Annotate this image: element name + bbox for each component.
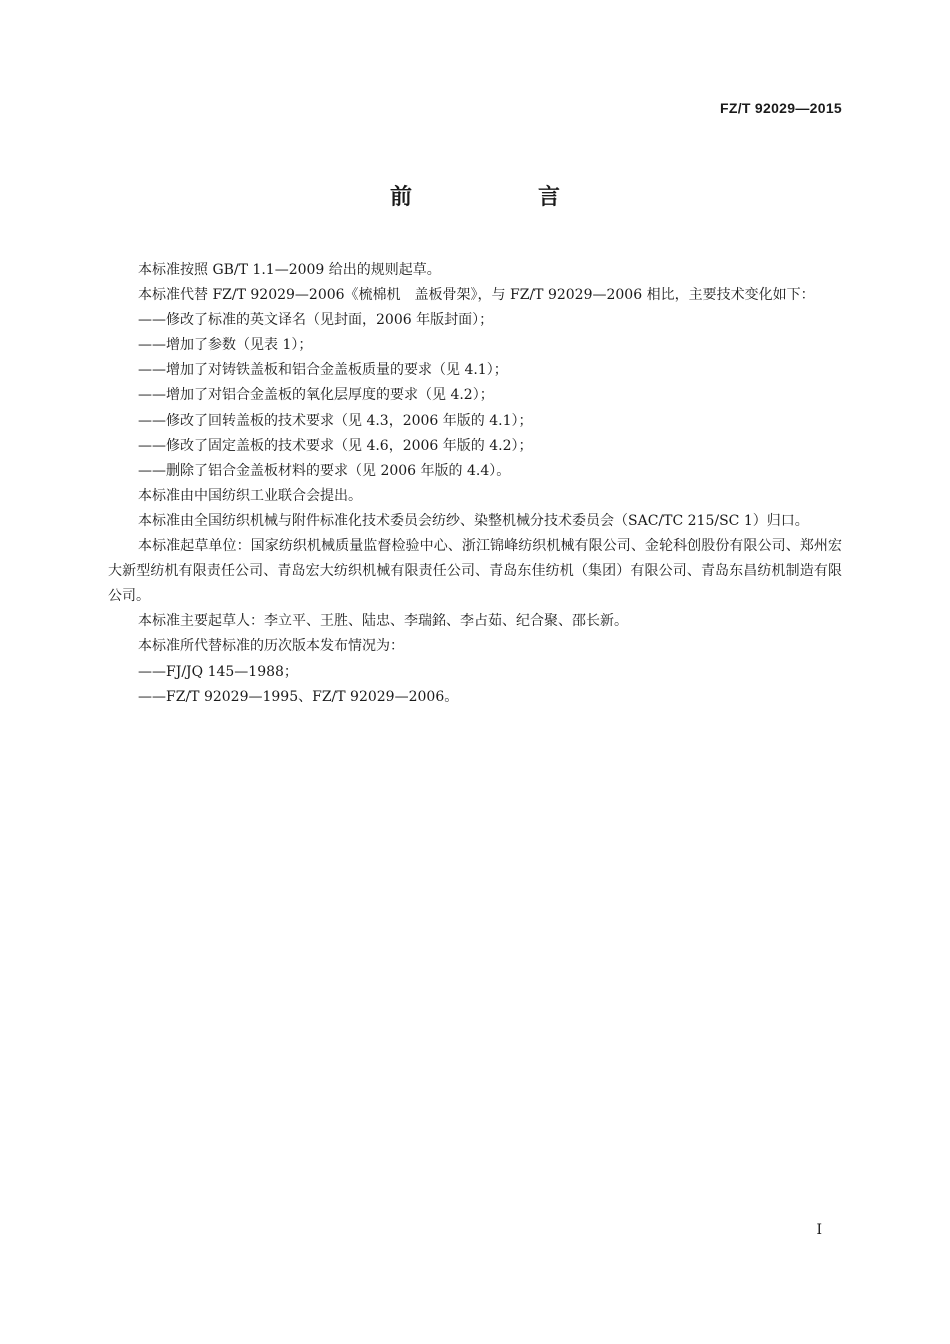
paragraph-replacement: 本标准代替 FZ/T 92029—2006《梳棉机 盖板骨架》，与 FZ/T 92029—2006 相比，主要技术变化如下：: [138, 287, 815, 304]
history-item: ——FJ/JQ 145—1988；: [138, 663, 298, 680]
change-item: ——删除了铝合金盖板材料的要求（见 2006 年版的 4.4）。: [138, 462, 511, 479]
change-item: ——修改了回转盖板的技术要求（见 4.3，2006 年版的 4.1）；: [138, 412, 533, 429]
history-item: ——FZ/T 92029—1995、FZ/T 92029—2006。: [138, 688, 459, 705]
change-item: ——修改了标准的英文译名（见封面，2006 年版封面）；: [138, 312, 494, 329]
change-item: ——增加了对铝合金盖板的氧化层厚度的要求（见 4.2）；: [138, 387, 494, 404]
page-number: I: [816, 1222, 822, 1238]
change-item: ——修改了固定盖板的技术要求（见 4.6，2006 年版的 4.2）；: [138, 437, 533, 454]
paragraph-committee: 本标准由全国纺织机械与附件标准化技术委员会纺纱、染整机械分技术委员会（SAC/TC 215/SC 1）归口。: [138, 512, 809, 529]
paragraph-drafting-rules: 本标准按照 GB/T 1.1—2009 给出的规则起草。: [138, 262, 441, 278]
change-item: ——增加了对铸铁盖板和铝合金盖板质量的要求（见 4.1）；: [138, 362, 508, 379]
paragraph-proposer: 本标准由中国纺织工业联合会提出。: [138, 487, 362, 504]
paragraph-drafting-units: 本标准起草单位：国家纺织机械质量监督检验中心、浙江锦峰纺织机械有限公司、金轮科创股份有限公司、郑州宏大新型纺机有限责任公司、青岛宏大纺织机械有限责任公司、青岛东佳纺机（集团）有限公司、青岛东昌纺机制造有限公司。: [108, 538, 842, 605]
page-title: 前 言: [389, 185, 612, 210]
paragraph-history-intro: 本标准所代替标准的历次版本发布情况为：: [138, 638, 404, 655]
standard-code: FZ/T 92029—2015: [719, 100, 842, 116]
change-item: ——增加了参数（见表 1）；: [138, 337, 313, 354]
foreword-body: [108, 258, 842, 710]
paragraph-drafters: 本标准主要起草人：李立平、王胜、陆忠、李瑞銘、李占茹、纪合聚、邵长新。: [138, 613, 628, 630]
